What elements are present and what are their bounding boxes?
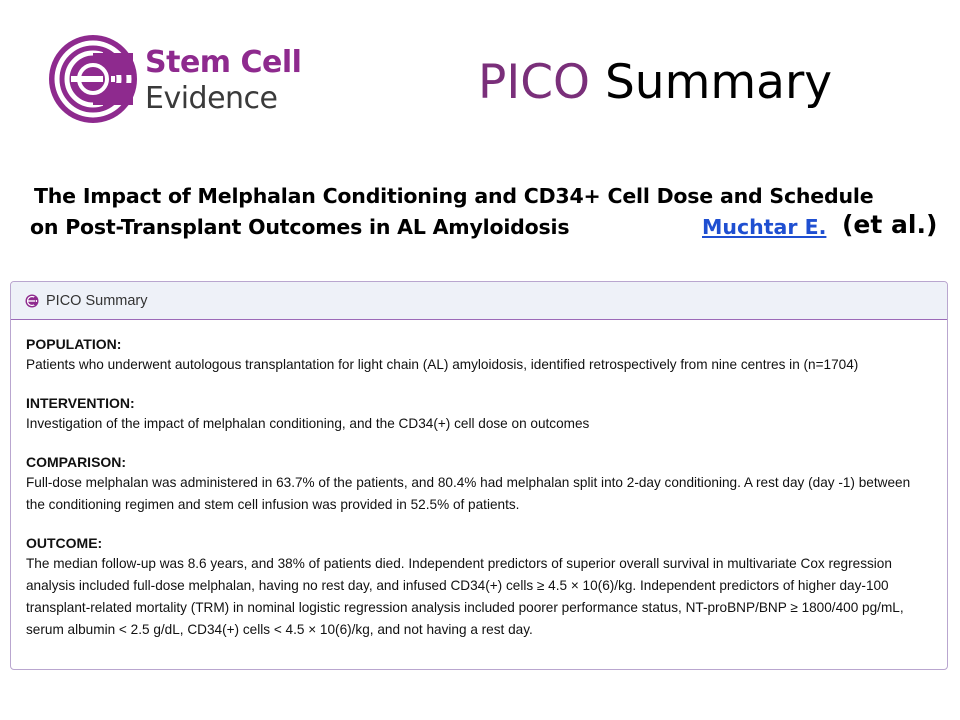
section-heading: COMPARISON: — [26, 454, 127, 470]
section-text: Full-dose melphalan was administered in 63.7% of the patients, and 80.4% had melphalan split into 2-day conditioning. A rest day (day -1) between the conditioning regimen and stem cell infusion was provided in 52.5% of patients. — [26, 475, 911, 512]
headline-line1: The Impact of Melphalan Conditioning and CD34+ Cell Dose and Schedule — [34, 184, 874, 208]
headline-line2: on Post-Transplant Outcomes in AL Amyloidosis — [30, 215, 570, 239]
section-heading: POPULATION: — [26, 336, 122, 352]
section-population — [26, 334, 931, 376]
logo-text-line1: Stem Cell — [145, 45, 302, 80]
et-al-label: (et al.) — [842, 210, 938, 239]
page-title-pico: PICO — [478, 55, 591, 110]
section-intervention — [26, 393, 931, 435]
stem-cell-evidence-logo — [47, 33, 347, 133]
page-title — [478, 55, 832, 110]
card-header-title: PICO Summary — [46, 292, 148, 309]
section-heading: INTERVENTION: — [26, 395, 135, 411]
stem-cell-logo-icon — [47, 33, 139, 125]
section-heading: OUTCOME: — [26, 535, 103, 551]
section-text: Investigation of the impact of melphalan conditioning, and the CD34(+) cell dose on outcomes — [26, 416, 590, 431]
author-link[interactable]: Muchtar E. — [702, 215, 827, 239]
pico-summary-card — [10, 281, 948, 670]
section-text: The median follow-up was 8.6 years, and 38% of patients died. Independent predictors of superior overall survival in multivariate Cox regression analysis included full-dose melphalan, having no rest day, and infused CD34(+) cells ≥ 4.5 × 10(6)/kg. Independent predictors of higher day-100 transplant-related mortality (TRM) in nominal logistic regression analysis included poorer performance status, NT-proBNP/BNP ≥ 1800/400 pg/mL, serum albumin < 2.5 g/dL, CD34(+) cells < 4.5 × 10(6)/kg, and not having a rest day. — [26, 556, 904, 637]
section-comparison — [26, 452, 931, 516]
card-header — [11, 282, 947, 320]
section-outcome — [26, 533, 931, 641]
stem-cell-logo-icon — [25, 294, 39, 308]
card-body — [11, 320, 947, 641]
section-text: Patients who underwent autologous transplantation for light chain (AL) amyloidosis, identified retrospectively from nine centres in (n=1704) — [26, 357, 859, 372]
page-title-summary: Summary — [604, 55, 833, 110]
logo-text-line2: Evidence — [145, 81, 278, 116]
